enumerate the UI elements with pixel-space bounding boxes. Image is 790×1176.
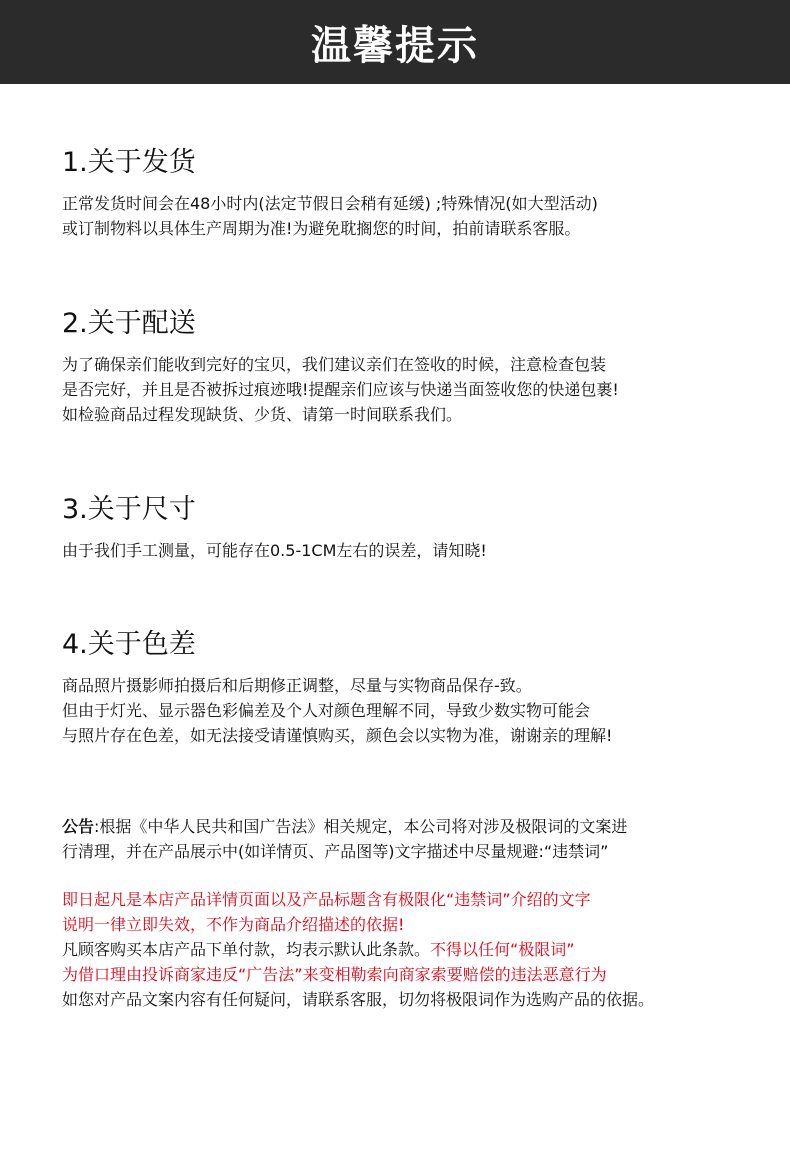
section-color-difference bbox=[62, 627, 762, 748]
announcement-label: 公告 bbox=[62, 817, 95, 836]
body-line: 商品照片摄影师拍摄后和后期修正调整，尽量与实物商品保存-致。 bbox=[62, 676, 532, 695]
section-body bbox=[62, 191, 762, 241]
section-body bbox=[62, 673, 762, 748]
body-line: 正常发货时间会在48小时内(法定节假日会稍有延缓) ;特殊情况(如大型活动) bbox=[62, 194, 598, 213]
disclaimer bbox=[62, 887, 762, 1012]
announcement-line bbox=[62, 814, 762, 839]
announcement bbox=[62, 814, 762, 864]
body-line: 如检验商品过程发现缺货、少货、请第一时间联系我们。 bbox=[62, 405, 463, 424]
section-shipping bbox=[62, 145, 762, 241]
announcement-line: 行清理，并在产品展示中(如详情页、产品图等)文字描述中尽量规避:“违禁词” bbox=[62, 842, 609, 861]
disclaimer-warning-line: 为借口理由投诉商家违反“广告法”来变相勒索向商家索要赔偿的违法恶意行为 bbox=[62, 965, 607, 984]
body-line: 为了确保亲们能收到完好的宝贝，我们建议亲们在签收的时候，注意检查包装 bbox=[62, 355, 607, 374]
disclaimer-line: 如您对产品文案内容有任何疑问，请联系客服，切勿将极限词作为选购产品的依据。 bbox=[62, 990, 655, 1009]
section-body bbox=[62, 538, 762, 563]
page-title: 温馨提示 bbox=[311, 22, 479, 69]
section-size bbox=[62, 492, 762, 563]
disclaimer-text: 凡顾客购买本店产品下单付款，均表示默认此条款。 bbox=[62, 940, 431, 959]
disclaimer-warning-line: 说明一律立即失效，不作为商品介绍描述的依据! bbox=[62, 915, 405, 934]
disclaimer-line bbox=[62, 937, 762, 962]
section-heading: 2.关于配送 bbox=[62, 308, 196, 339]
disclaimer-warning-line: 即日起凡是本店产品详情页面以及产品标题含有极限化“违禁词”介绍的文字 bbox=[62, 890, 591, 909]
section-body bbox=[62, 352, 762, 427]
body-line: 由于我们手工测量，可能存在0.5-1CM左右的误差，请知晓! bbox=[62, 541, 487, 560]
announcement-text: :根据《中华人民共和国广告法》相关规定，本公司将对涉及极限词的文案进 bbox=[94, 817, 628, 836]
disclaimer-warning-text: 不得以任何“极限词” bbox=[430, 940, 575, 959]
section-delivery bbox=[62, 306, 762, 427]
body-line: 或订制物料以具体生产周期为准!为避免耽搁您的时间，拍前请联系客服。 bbox=[62, 219, 581, 238]
page-header bbox=[0, 0, 790, 84]
body-line: 但由于灯光、显示器色彩偏差及个人对颜色理解不同，导致少数实物可能会 bbox=[62, 701, 591, 720]
section-heading: 1.关于发货 bbox=[62, 147, 196, 178]
body-line: 与照片存在色差，如无法接受请谨慎购买，颜色会以实物为准，谢谢亲的理解! bbox=[62, 726, 613, 745]
body-line: 是否完好，并且是否被拆过痕迹哦!提醒亲们应该与快递当面签收您的快递包裹! bbox=[62, 380, 619, 399]
section-heading: 3.关于尺寸 bbox=[62, 494, 196, 525]
section-heading: 4.关于色差 bbox=[62, 629, 196, 660]
